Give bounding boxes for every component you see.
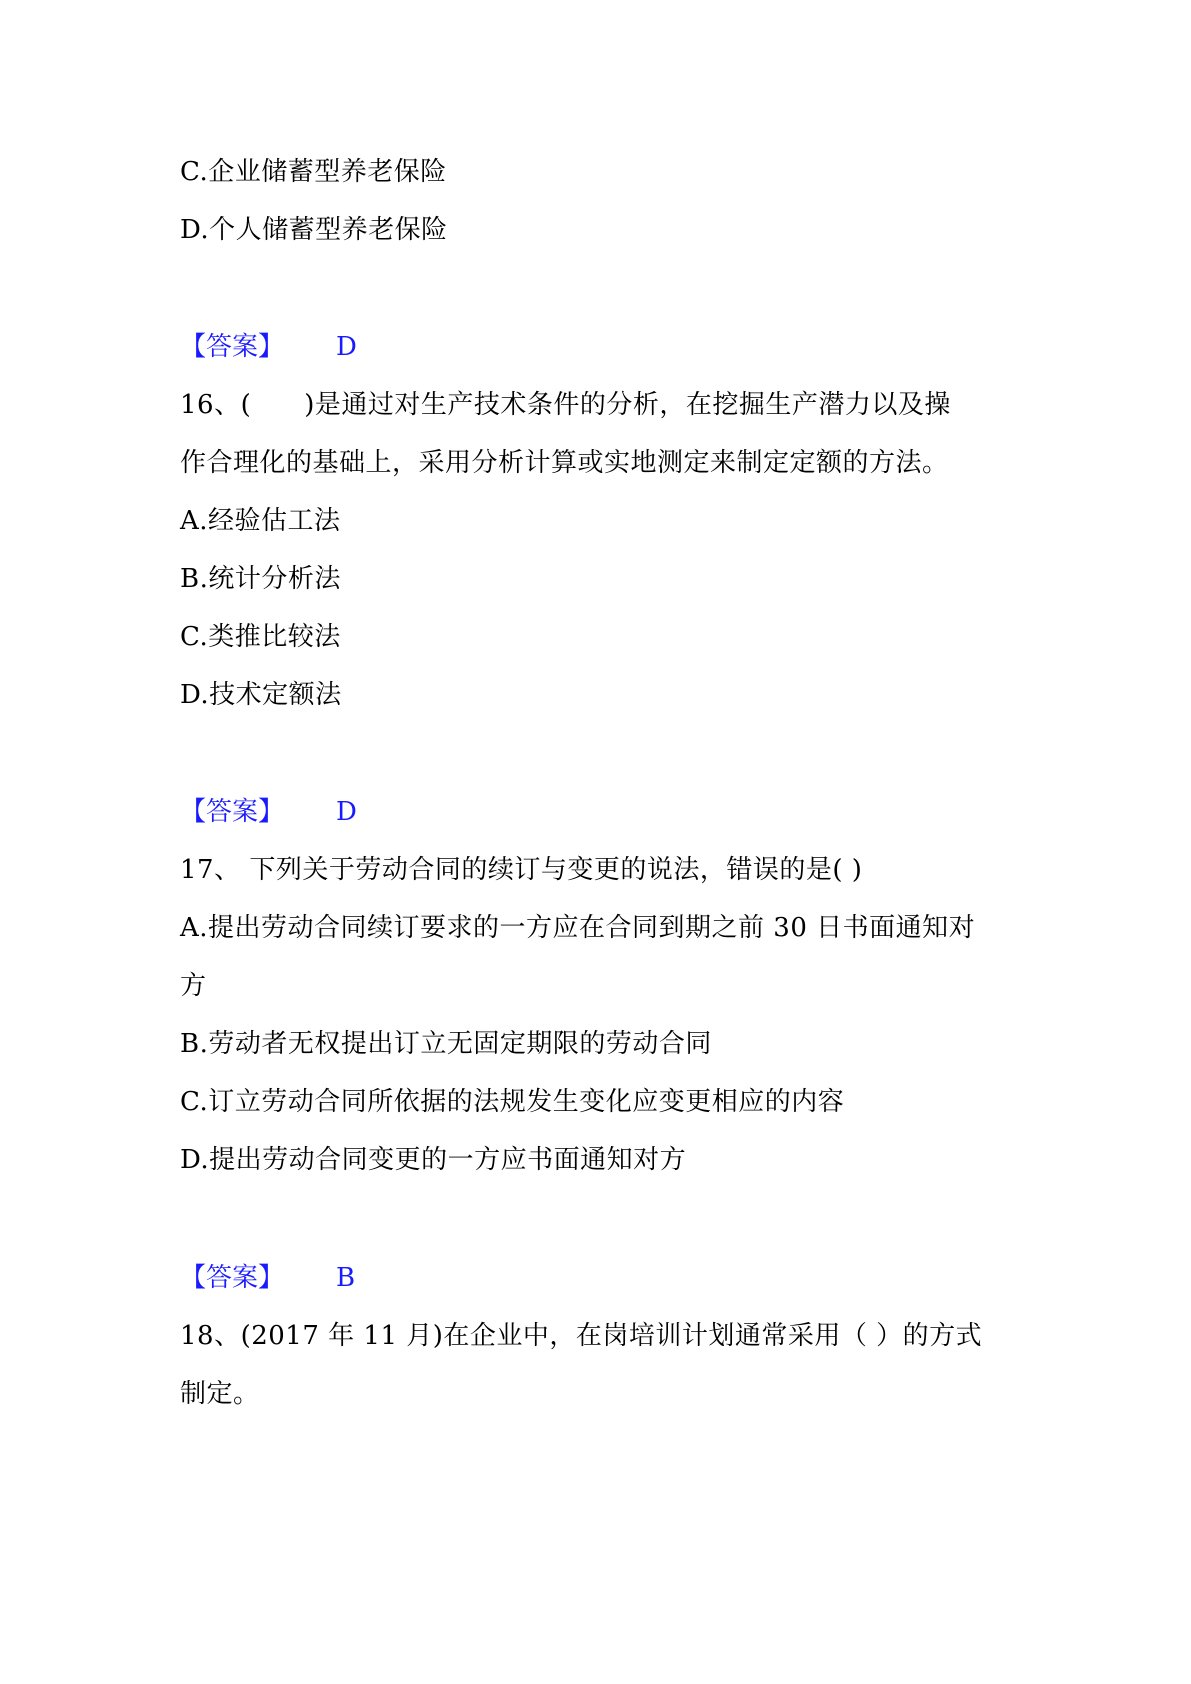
q15-answer [180, 331, 357, 363]
answer-value: B [336, 1263, 356, 1293]
q15-option-c: C.企业储蓄型养老保险 [180, 157, 447, 187]
q16-stem-line-2: 作合理化的基础上，采用分析计算或实地测定来制定定额的方法。 [180, 448, 949, 478]
q16-stem-line-1: 16、( )是通过对生产技术条件的分析，在挖掘生产潜力以及操 [180, 390, 951, 420]
q17-answer [180, 1262, 356, 1294]
q16-option-a: A.经验估工法 [180, 506, 341, 536]
q18-stem-line-2: 制定。 [180, 1379, 260, 1409]
q16-option-d: D.技术定额法 [180, 680, 342, 710]
q17-option-b: B.劳动者无权提出订立无固定期限的劳动合同 [180, 1029, 712, 1059]
q17-option-c: C.订立劳动合同所依据的法规发生变化应变更相应的内容 [180, 1087, 845, 1117]
q18-stem-line-1: 18、(2017 年 11 月)在企业中，在岗培训计划通常采用（ ）的方式 [180, 1321, 983, 1351]
answer-label: 【答案】 [180, 1263, 285, 1293]
q16-answer [180, 796, 357, 828]
q16-option-b: B.统计分析法 [180, 564, 341, 594]
q15-option-d: D.个人储蓄型养老保险 [180, 215, 448, 245]
q17-stem: 17、 下列关于劳动合同的续订与变更的说法，错误的是( ) [180, 855, 863, 885]
answer-value: D [336, 797, 357, 827]
q17-option-a-line-2: 方 [180, 971, 207, 1001]
answer-label: 【答案】 [180, 797, 285, 827]
q17-option-d: D.提出劳动合同变更的一方应书面通知对方 [180, 1145, 687, 1175]
q17-option-a-line-1: A.提出劳动合同续订要求的一方应在合同到期之前 30 日书面通知对 [180, 913, 976, 943]
answer-label: 【答案】 [180, 332, 285, 362]
answer-value: D [336, 332, 357, 362]
q16-option-c: C.类推比较法 [180, 622, 341, 652]
